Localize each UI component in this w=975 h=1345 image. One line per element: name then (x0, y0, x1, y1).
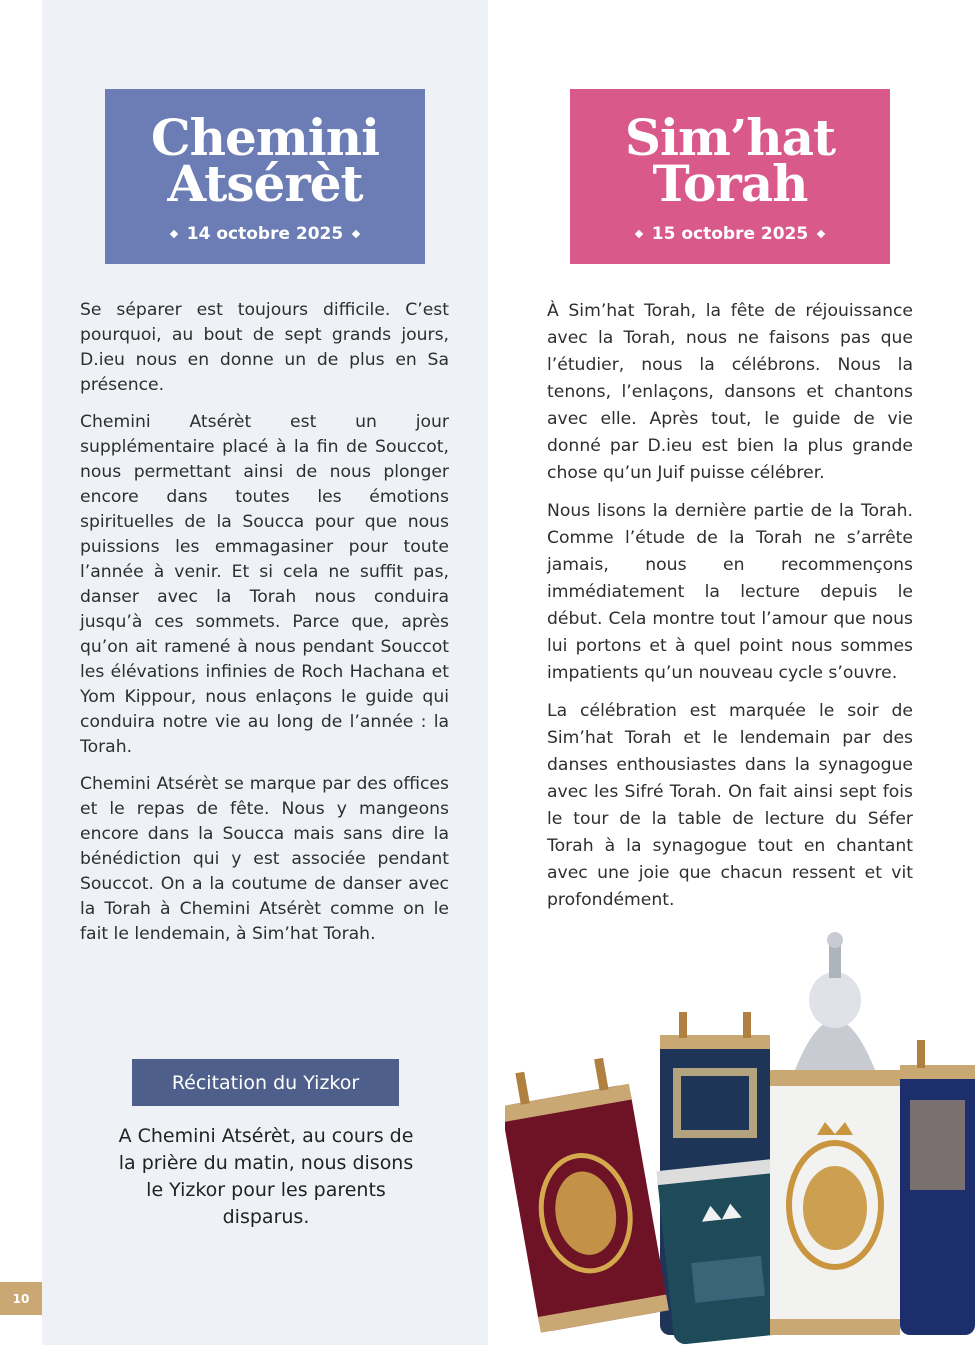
chemini-atseret-title-box (105, 89, 425, 264)
torah-scroll-icon (770, 932, 900, 1335)
paragraph: Nous lisons la dernière partie de la Torah. Comme l’étude de la Torah ne s’arrête jamais, nous en recommençons immédiatement la lecture depuis le début. Cela montre tout l’amour que nous lui portons et à quel point nous sommes impatients qu’un nouveau cycle s’ouvre. (547, 501, 913, 683)
paragraph: Chemini Atsérèt est un jour supplémentaire placé à la fin de Souccot, nous permettant ainsi de nous plonger encore dans toutes les émotions spirituelles de la Soucca pour que nous puissions les emmagasiner pour toute l’année à venir. Et si cela ne suffit pas, danser avec la Torah nous conduira jusqu’à ces sommets. Parce que, après qu’on ait ramené à nous pendant Souccot les élévations infinies de Roch Hachana et Yom Kippour, nous enlaçons le guide qui conduira notre vie au long de l’année : la Torah. (80, 412, 449, 757)
diamond-icon (170, 230, 178, 238)
simhat-torah-title-box (570, 89, 890, 264)
paragraph: À Sim’hat Torah, la fête de réjouissance avec la Torah, nous ne faisons pas que l’étudier, nous la célébrons. Nous la tenons, l’enlaçons, dansons et chantons avec elle. Après tout, le guide de vie donné par D.ieu est bien la plus grande chose qu’un Juif puisse célébrer. (547, 301, 913, 483)
page-number: 10 (0, 1282, 42, 1315)
diamond-icon (635, 230, 643, 238)
yizkor-label-box: Récitation du Yizkor (132, 1059, 399, 1106)
torah-scroll-icon (505, 1054, 669, 1333)
chemini-atseret-title: Chemini Atsérèt (150, 108, 380, 213)
yizkor-text: A Chemini Atsérèt, au cours de la prière du matin, nous disons le Yizkor pour les parents disparus. (118, 1125, 414, 1228)
simhat-torah-date: 15 octobre 2025 (651, 224, 809, 244)
simhat-torah-date-line (570, 224, 890, 244)
diamond-icon (817, 230, 825, 238)
chemini-atseret-date-line (105, 224, 425, 244)
paragraph: La célébration est marquée le soir de Sim’hat Torah et le lendemain par des danses enthousiastes dans la synagogue avec les Sifré Torah. On fait ainsi sept fois le tour de la table de lecture du Séfer Torah à la synagogue tout en chantant avec une joie que chacun ressent et vit profondément. (547, 701, 913, 910)
simhat-torah-title: Sim’hat Torah (624, 108, 836, 213)
paragraph: Chemini Atsérèt se marque par des offices et le repas de fête. Nous y mangeons encore dans la Soucca mais sans dire la bénédiction qui y est associée pendant Souccot. On a la coutume de danser avec la Torah à Chemini Atsérèt comme on le fait le lendemain, à Sim’hat Torah. (80, 774, 449, 944)
paragraph: Se séparer est toujours difficile. C’est pourquoi, au bout de sept grands jours, D.ieu nous en donne un de plus en Sa présence. (80, 300, 449, 395)
torah-scrolls-illustration (505, 930, 975, 1345)
torah-scroll-icon (900, 1040, 975, 1335)
chemini-atseret-text (80, 298, 449, 959)
diamond-icon (352, 230, 360, 238)
chemini-atseret-date: 14 octobre 2025 (186, 224, 344, 244)
simhat-torah-text (547, 298, 913, 925)
